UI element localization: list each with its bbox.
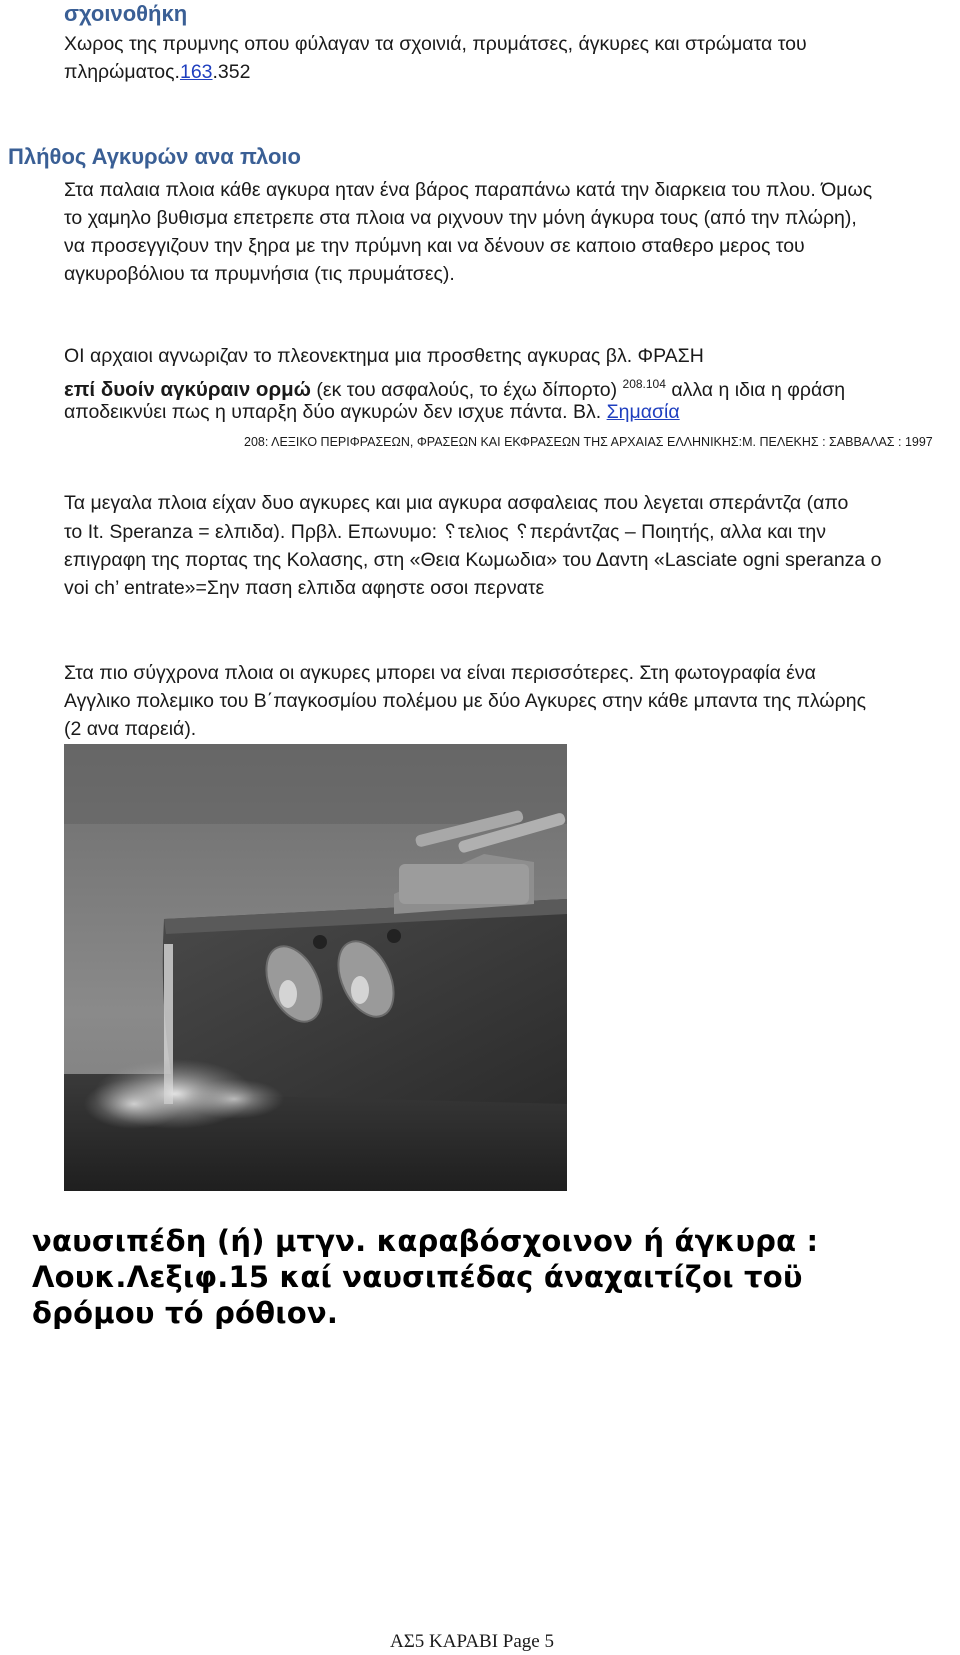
paragraph-text-tail: .352	[212, 61, 251, 83]
paragraph-schoinothiki-line-2	[64, 58, 250, 87]
phrase-bold: επί δυοίν αγκύραιν ορμώ	[64, 378, 312, 401]
paragraph-modern-line-2: Αγγλικο πολεμικο του Β΄παγκοσμίου πολέμου με δύο Αγκυρες στην κάθε μπαντα της πλώρης	[64, 690, 866, 712]
heading-schoinothiki: σχοινοθήκη	[64, 1, 188, 26]
footnote-reference-208: 208: ΛΕΞΙΚΟ ΠΕΡΙΦΡΑΣΕΩΝ, ΦΡΑΣΕΩΝ ΚΑΙ ΕΚΦΡΑΣΕΩΝ ΤΗΣ ΑΡΧΑΙΑΣ ΕΛΛΗΝΙΚΗΣ:Μ. ΠΕΛΕΚΗΣ : ΣΑΒΒΑΛΑΣ : 1997	[244, 435, 933, 449]
paragraph-schoinothiki-line-1: Χωρος της πρυμνης οπου φύλαγαν τα σχοινιά, πρυμάτσες, άγκυρες και στρώματα του	[64, 33, 807, 55]
paragraph-speranza-line-2: το It. Speranza = ελπιδα). Πρβλ. Επωνυμο: ␦τελιος ␦περάντζας – Ποιητής, αλλα και την	[64, 521, 827, 543]
paragraph-text-tail: αλλα η ιδια η φράση	[665, 379, 846, 401]
paragraph-text: πληρώματος.	[64, 61, 180, 83]
dictionary-line-3: δρόμου τό ρόθιον.	[32, 1296, 339, 1330]
footnote-link-163[interactable]: 163	[179, 61, 213, 83]
phrase-gloss: (εκ του ασφαλούς, το έχω δίπορτο)	[311, 379, 623, 401]
heading-anchor-count: Πλήθος Αγκυρών ανα πλοιο	[8, 144, 301, 169]
dictionary-line-2: Λουκ.Λεξιφ.15 καί ναυσιπέδας άναχαιτίζοι τοϋ	[32, 1260, 803, 1294]
footnote-superscript: 208.104	[622, 377, 666, 391]
paragraph-ancients-line-3	[64, 398, 680, 427]
paragraph-text: αποδεικνύει πως η υπαρξη δύο αγκυρών δεν ισχυε πάντα. Βλ.	[64, 401, 607, 423]
paragraph-modern-line-3: (2 ανα παρειά).	[64, 718, 197, 740]
paragraph-speranza-line-3: επιγραφη της πορτας της Κολασης, στη «Θεια Κωμωδια» του Δαντη «Lasciate ogni speranza o	[64, 549, 882, 571]
paragraph-speranza-line-4: voi ch’ entrate»=Σην παση ελπιδα αφηστε οσοι περνατε	[64, 577, 545, 599]
paragraph-anchor-line-3: να προσεγγιζουν την ξηρα με την πρύμνη και να δένουν σε καποιο σταθερο μερος του	[64, 235, 805, 257]
page-footer: ΑΣ5 ΚΑΡΑΒΙ Page 5	[390, 1631, 554, 1652]
link-simasia[interactable]: Σημασία	[606, 401, 680, 423]
paragraph-anchor-line-4: αγκυροβόλιου τα πρυμνήσια (τις πρυμάτσες).	[64, 263, 455, 285]
dictionary-scan-clip	[32, 1223, 870, 1333]
paragraph-modern-line-1: Στα πιο σύγχρονα πλοια οι αγκυρες μπορει να είναι περισσότερες. Στη φωτογραφία ένα	[64, 662, 816, 684]
paragraph-speranza-line-1: Τα μεγαλα πλοια είχαν δυο αγκυρες και μια αγκυρα ασφαλειας που λεγεται σπεράντζα (απο	[64, 492, 849, 514]
dictionary-line-1: ναυσιπέδη (ή) μτγν. καραβόσχοινον ή άγκυρα :	[32, 1224, 819, 1258]
warship-bow-photo	[64, 744, 567, 1191]
paragraph-anchor-line-2: το χαμηλο βυθισμα επετρεπε στα πλοια να ριχνουν την μόνη άγκυρα τους (από την πλώρη),	[64, 207, 857, 229]
paragraph-ancients-line-1: ΟΙ αρχαιοι αγνωριζαν το πλεονεκτημα μια προσθετης αγκυρας βλ. ΦΡΑΣΗ	[64, 345, 704, 367]
paragraph-anchor-line-1: Στα παλαια πλοια κάθε αγκυρα ηταν ένα βάρος παραπάνω κατά την διαρκεια του πλου. Όμως	[64, 179, 873, 201]
